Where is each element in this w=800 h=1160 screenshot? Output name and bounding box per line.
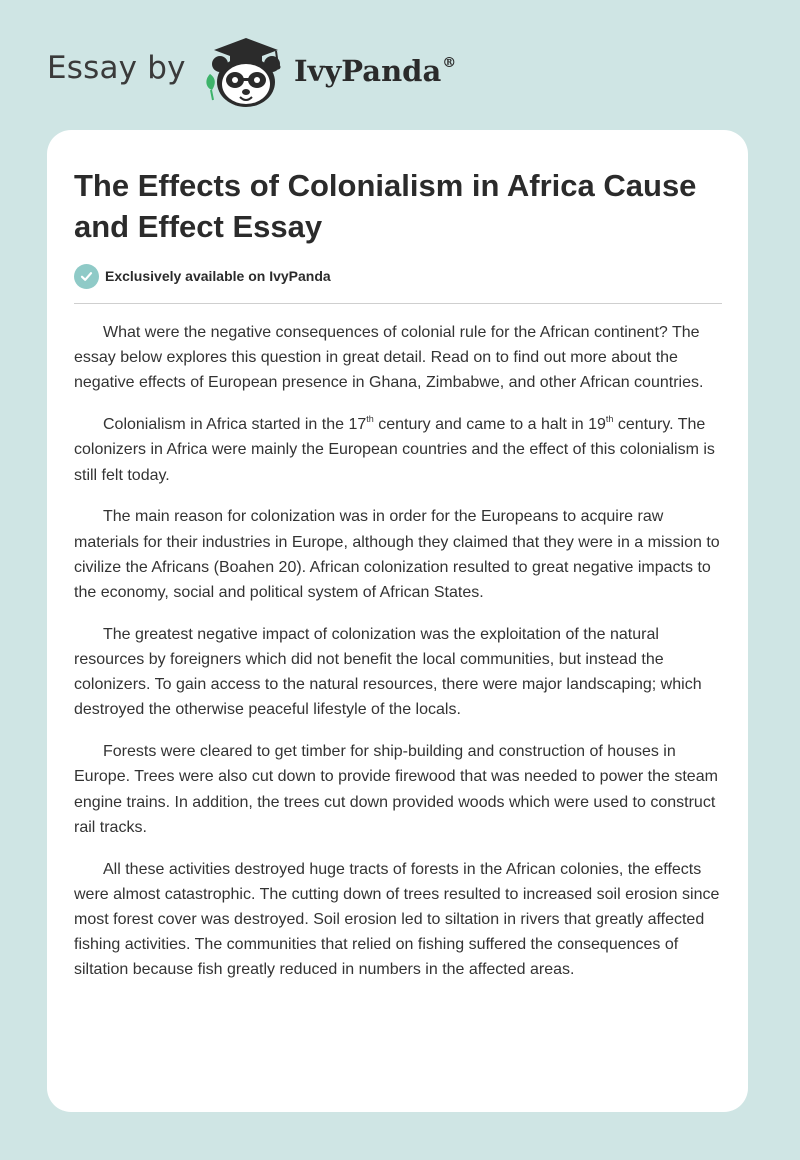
paragraph: The greatest negative impact of colonization was the exploitation of the natural resources by foreigners which did not benefit the local communities, but instead the colonizers. To gain access to the natural resources, there were major landscaping; which destroyed the otherwise peaceful lifestyle of the locals. xyxy=(74,625,702,719)
paragraph: The main reason for colonization was in order for the Europeans to acquire raw materials for their industries in Europe, although they claimed that they were in a mission to civilize the Africans (Boahen 20). African colonization resulted to great negative impacts to the economy, social and political system of African States. xyxy=(74,508,720,602)
brand-prefix: Essay by xyxy=(47,50,186,86)
paragraph: What were the negative consequences of colonial rule for the African continent? The essay below explores this question in great detail. Read on to find out more about the negative effects of European presence in Ghana, Zimbabwe, and other African countries. xyxy=(74,324,704,392)
panda-graduate-icon[interactable] xyxy=(200,34,292,110)
essay-body xyxy=(74,320,724,999)
exclusive-badge xyxy=(74,263,331,289)
registered-mark: ® xyxy=(442,55,457,71)
page-title: The Effects of Colonialism in Africa Cause and Effect Essay xyxy=(74,168,697,244)
paragraph: Colonialism in Africa started in the 17th century and came to a halt in 19th century. The colonizers in Africa were mainly the European countries and the effect of this colonialism is still felt today. xyxy=(74,414,715,484)
divider xyxy=(74,303,722,304)
brand-name[interactable]: IvyPanda® xyxy=(294,54,457,88)
check-circle-icon xyxy=(74,264,99,289)
paragraph: Forests were cleared to get timber for ship-building and construction of houses in Europe. Trees were also cut down to provide firewood that was needed to power the steam engine trains. In addition, the trees cut down provided woods which were used to construct rail tracks. xyxy=(74,743,718,836)
essay-card xyxy=(47,130,748,1112)
exclusive-label: Exclusively available on IvyPanda xyxy=(105,268,331,284)
site-header xyxy=(0,0,800,120)
paragraph: All these activities destroyed huge tracts of forests in the African colonies, the effects were almost catastrophic. The cutting down of trees resulted to increased soil erosion since most forest cover was destroyed. Soil erosion led to siltation in rivers that greatly affected fishing activities. The communities that relied on fishing suffered the consequences of siltation because fish greatly reduced in numbers in the affected areas. xyxy=(74,860,720,979)
